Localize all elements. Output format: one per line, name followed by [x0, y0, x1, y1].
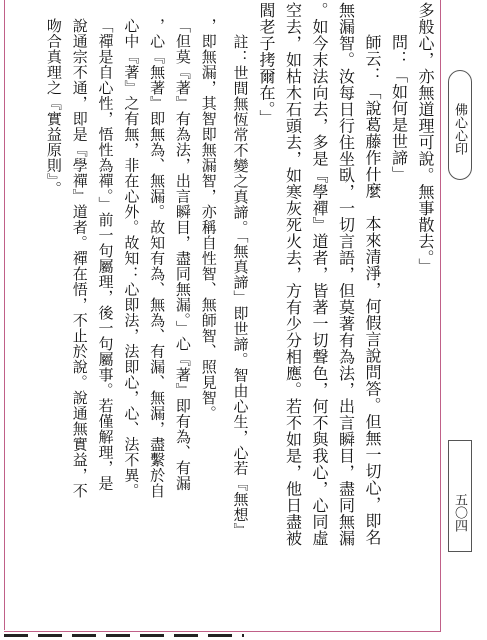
main-text-area: [10, 0, 438, 625]
note-line-7: 說通宗不通，即是『學禪』道者。禪在悟，不止於說。說通無實益，不: [70, 18, 89, 499]
note-line-2: ，即無漏，其智即無漏智，亦稱自性智、無師智、照見智。: [199, 18, 218, 421]
book-title-tab: 佛心心印: [448, 70, 472, 180]
text-line-1: 多般心，亦無道理可說。無事散去。」: [416, 2, 435, 275]
note-line-8: 吻合真理之『實益原則』。: [44, 18, 63, 197]
text-line-2: 問：「如何是世諦」: [389, 34, 409, 183]
text-line-7: 閻老子拷爾在。」: [257, 2, 276, 126]
page-border-left: [4, 0, 5, 630]
note-line-3: 「但莫『著』有為法，出言瞬目，盡同無漏。」心『著』即有為、有漏: [173, 18, 192, 491]
page-number-tab: 五〇四: [448, 440, 472, 552]
text-line-4: 無漏智。汝每日行住坐臥，一切言語，但莫著有為法，出言瞬目，盡同無漏: [336, 2, 356, 547]
text-line-5: 。如今末法向去，多是『學禪』道者，皆著一切聲色，何不與我心，心同虛: [310, 2, 329, 547]
note-line-4: ，心『無著』即無為、無漏。故知有為、無為、有漏、無漏，盡繫於自: [148, 18, 167, 499]
text-line-6: 空去，如枯木石頭去，如寒灰死火去，方有少分相應。若不如是，他日盡被: [283, 2, 303, 547]
note-line-5: 心中『著』之有無，非在心外。故知：心即法，法即心，心、法不異。: [122, 18, 141, 499]
bottom-dash-rule: [4, 634, 244, 637]
note-line-1: 註：世間無恆常不變之真諦。「無真諦」即世諦。智由心生，心若『無想』: [231, 34, 250, 538]
page-border-right: [440, 0, 441, 632]
note-line-6: 「禪是自心性，悟性為禪。」前一句屬理，後一句屬事。若僅解理，是: [96, 18, 115, 491]
text-line-3: 師云：「說葛藤作什麼 本來清淨，何假言說問答。但無一切心，即名: [363, 34, 382, 546]
page-border-bottom: [4, 631, 441, 632]
vertical-text-columns: [40, 2, 438, 624]
